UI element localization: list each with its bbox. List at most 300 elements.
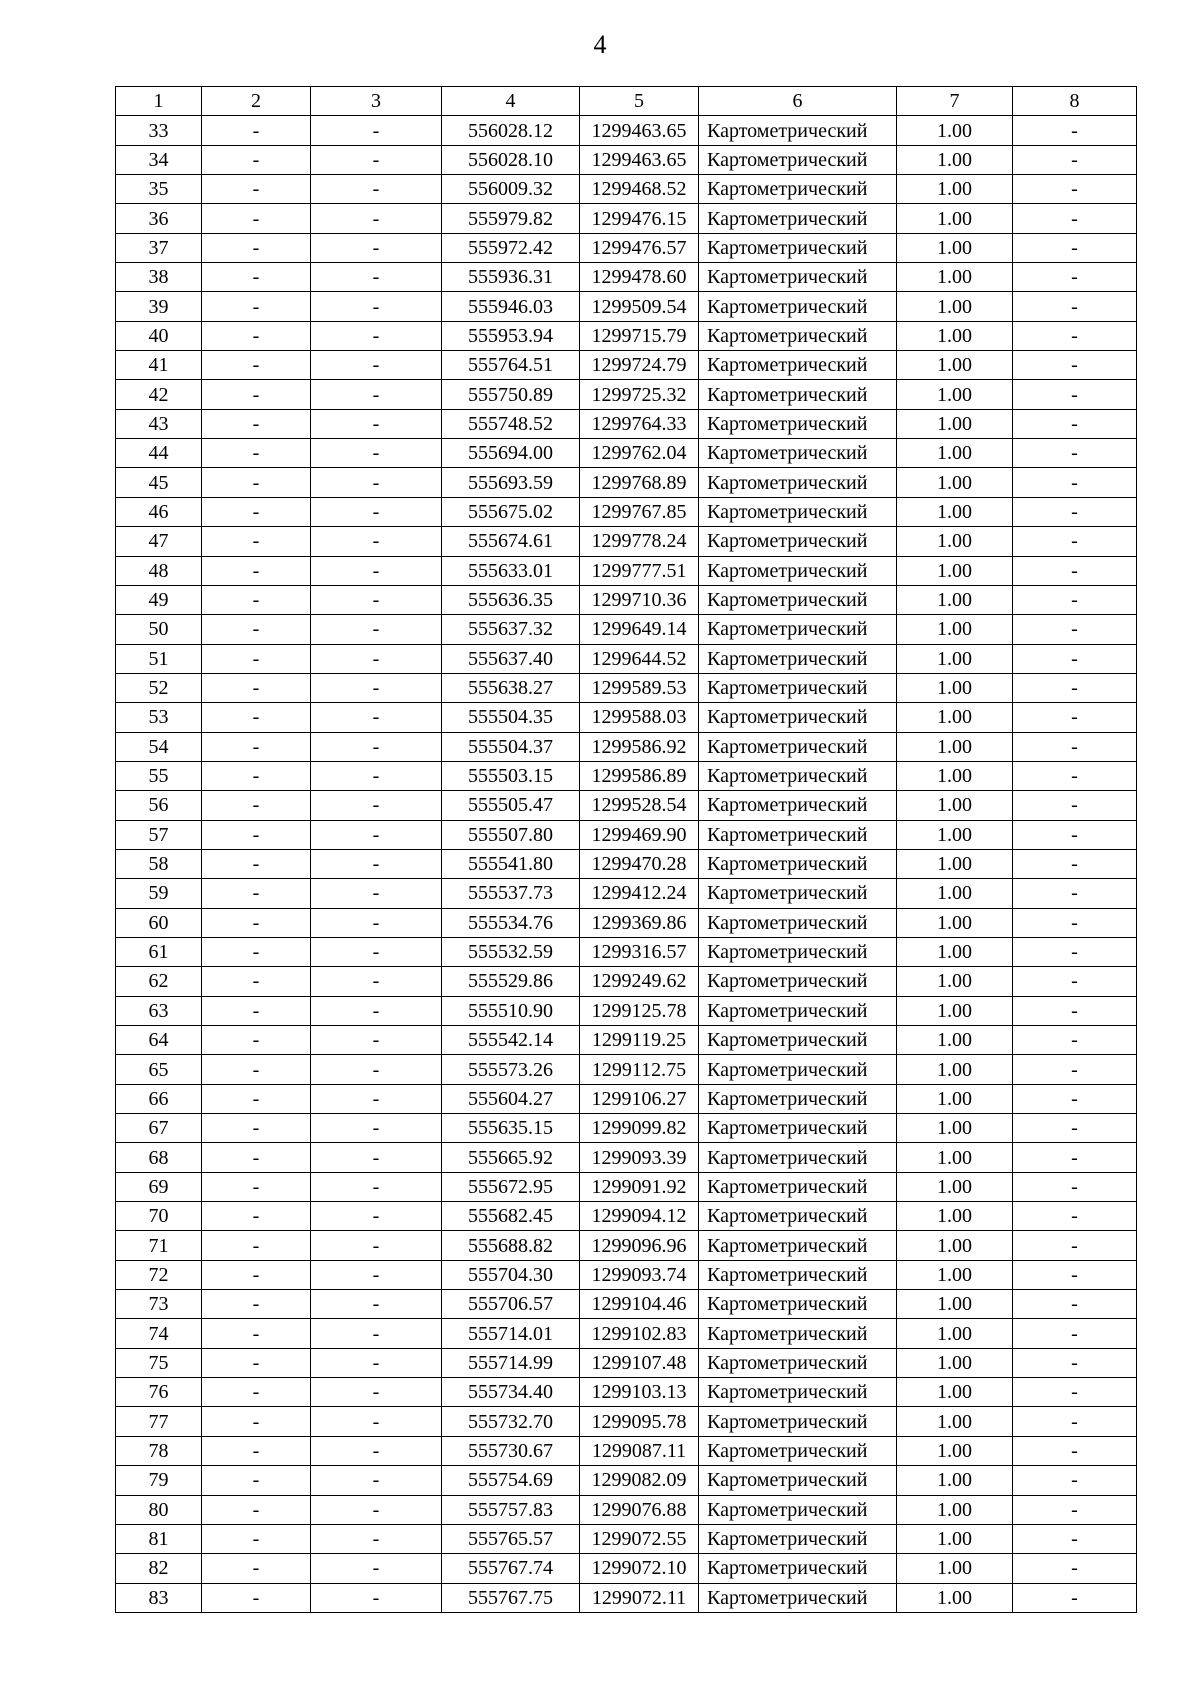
cell-col-2: - xyxy=(202,1055,311,1084)
cell-y-coordinate: 1299107.48 xyxy=(580,1348,699,1377)
cell-col-8: - xyxy=(1013,1583,1137,1612)
cell-y-coordinate: 1299125.78 xyxy=(580,996,699,1025)
cell-col-2: - xyxy=(202,233,311,262)
cell-col-2: - xyxy=(202,1495,311,1524)
column-header-4: 4 xyxy=(442,87,580,116)
cell-col-8: - xyxy=(1013,1495,1137,1524)
cell-col-8: - xyxy=(1013,380,1137,409)
cell-method: Картометрический xyxy=(699,791,897,820)
cell-x-coordinate: 555734.40 xyxy=(442,1378,580,1407)
cell-col-8: - xyxy=(1013,1378,1137,1407)
cell-col-2: - xyxy=(202,116,311,145)
cell-col-8: - xyxy=(1013,1084,1137,1113)
cell-method: Картометрический xyxy=(699,1290,897,1319)
cell-col-2: - xyxy=(202,527,311,556)
cell-x-coordinate: 555635.15 xyxy=(442,1114,580,1143)
cell-x-coordinate: 555764.51 xyxy=(442,351,580,380)
cell-col-2: - xyxy=(202,615,311,644)
cell-col-8: - xyxy=(1013,1231,1137,1260)
table-row xyxy=(116,761,1137,790)
cell-point-number: 45 xyxy=(116,468,202,497)
cell-method: Картометрический xyxy=(699,351,897,380)
cell-col-8: - xyxy=(1013,175,1137,204)
cell-col-8: - xyxy=(1013,732,1137,761)
cell-col-8: - xyxy=(1013,1348,1137,1377)
cell-point-number: 83 xyxy=(116,1583,202,1612)
cell-col-3: - xyxy=(311,1026,442,1055)
cell-accuracy: 1.00 xyxy=(897,321,1013,350)
cell-accuracy: 1.00 xyxy=(897,673,1013,702)
cell-point-number: 67 xyxy=(116,1114,202,1143)
cell-method: Картометрический xyxy=(699,585,897,614)
cell-col-3: - xyxy=(311,1231,442,1260)
coordinates-table xyxy=(115,86,1137,1613)
cell-accuracy: 1.00 xyxy=(897,879,1013,908)
cell-y-coordinate: 1299112.75 xyxy=(580,1055,699,1084)
table-row xyxy=(116,1348,1137,1377)
cell-method: Картометрический xyxy=(699,1524,897,1553)
cell-accuracy: 1.00 xyxy=(897,820,1013,849)
cell-col-3: - xyxy=(311,996,442,1025)
cell-col-2: - xyxy=(202,996,311,1025)
cell-x-coordinate: 555953.94 xyxy=(442,321,580,350)
cell-point-number: 55 xyxy=(116,761,202,790)
cell-method: Картометрический xyxy=(699,1436,897,1465)
table-header xyxy=(116,87,1137,116)
table-row xyxy=(116,292,1137,321)
cell-method: Картометрический xyxy=(699,1172,897,1201)
cell-y-coordinate: 1299469.90 xyxy=(580,820,699,849)
cell-y-coordinate: 1299762.04 xyxy=(580,439,699,468)
cell-col-3: - xyxy=(311,409,442,438)
cell-col-3: - xyxy=(311,849,442,878)
cell-col-3: - xyxy=(311,1202,442,1231)
cell-col-2: - xyxy=(202,1319,311,1348)
cell-x-coordinate: 555541.80 xyxy=(442,849,580,878)
cell-col-3: - xyxy=(311,292,442,321)
cell-y-coordinate: 1299715.79 xyxy=(580,321,699,350)
cell-point-number: 57 xyxy=(116,820,202,849)
cell-x-coordinate: 555529.86 xyxy=(442,967,580,996)
cell-col-8: - xyxy=(1013,1026,1137,1055)
cell-col-2: - xyxy=(202,497,311,526)
cell-point-number: 59 xyxy=(116,879,202,908)
table-row xyxy=(116,849,1137,878)
cell-col-2: - xyxy=(202,556,311,585)
cell-point-number: 50 xyxy=(116,615,202,644)
cell-accuracy: 1.00 xyxy=(897,703,1013,732)
column-header-6: 6 xyxy=(699,87,897,116)
cell-method: Картометрический xyxy=(699,673,897,702)
table-row xyxy=(116,1260,1137,1289)
cell-x-coordinate: 555636.35 xyxy=(442,585,580,614)
cell-point-number: 39 xyxy=(116,292,202,321)
table-row xyxy=(116,497,1137,526)
table-row xyxy=(116,145,1137,174)
cell-point-number: 70 xyxy=(116,1202,202,1231)
cell-col-2: - xyxy=(202,409,311,438)
cell-accuracy: 1.00 xyxy=(897,175,1013,204)
table-row xyxy=(116,1378,1137,1407)
cell-method: Картометрический xyxy=(699,615,897,644)
cell-x-coordinate: 555604.27 xyxy=(442,1084,580,1113)
table-row xyxy=(116,585,1137,614)
table-row xyxy=(116,908,1137,937)
cell-x-coordinate: 555748.52 xyxy=(442,409,580,438)
cell-point-number: 77 xyxy=(116,1407,202,1436)
cell-method: Картометрический xyxy=(699,1084,897,1113)
cell-col-2: - xyxy=(202,585,311,614)
cell-method: Картометрический xyxy=(699,908,897,937)
cell-point-number: 80 xyxy=(116,1495,202,1524)
cell-col-2: - xyxy=(202,1143,311,1172)
cell-y-coordinate: 1299767.85 xyxy=(580,497,699,526)
cell-col-3: - xyxy=(311,820,442,849)
table-row xyxy=(116,1407,1137,1436)
cell-col-8: - xyxy=(1013,409,1137,438)
cell-accuracy: 1.00 xyxy=(897,1084,1013,1113)
table-row xyxy=(116,1231,1137,1260)
cell-y-coordinate: 1299724.79 xyxy=(580,351,699,380)
cell-y-coordinate: 1299478.60 xyxy=(580,263,699,292)
cell-col-2: - xyxy=(202,1348,311,1377)
cell-accuracy: 1.00 xyxy=(897,1260,1013,1289)
cell-point-number: 71 xyxy=(116,1231,202,1260)
cell-col-3: - xyxy=(311,351,442,380)
cell-col-3: - xyxy=(311,1466,442,1495)
cell-col-3: - xyxy=(311,1436,442,1465)
cell-accuracy: 1.00 xyxy=(897,204,1013,233)
cell-accuracy: 1.00 xyxy=(897,263,1013,292)
cell-col-8: - xyxy=(1013,615,1137,644)
cell-method: Картометрический xyxy=(699,732,897,761)
cell-accuracy: 1.00 xyxy=(897,1554,1013,1583)
table-row xyxy=(116,673,1137,702)
cell-col-8: - xyxy=(1013,497,1137,526)
cell-accuracy: 1.00 xyxy=(897,1436,1013,1465)
cell-accuracy: 1.00 xyxy=(897,1290,1013,1319)
cell-point-number: 56 xyxy=(116,791,202,820)
cell-col-3: - xyxy=(311,1172,442,1201)
table-row xyxy=(116,615,1137,644)
cell-x-coordinate: 555732.70 xyxy=(442,1407,580,1436)
column-header-2: 2 xyxy=(202,87,311,116)
cell-y-coordinate: 1299470.28 xyxy=(580,849,699,878)
cell-x-coordinate: 555757.83 xyxy=(442,1495,580,1524)
cell-col-8: - xyxy=(1013,703,1137,732)
column-header-8: 8 xyxy=(1013,87,1137,116)
cell-col-8: - xyxy=(1013,820,1137,849)
cell-col-8: - xyxy=(1013,1260,1137,1289)
cell-y-coordinate: 1299094.12 xyxy=(580,1202,699,1231)
cell-x-coordinate: 555754.69 xyxy=(442,1466,580,1495)
cell-y-coordinate: 1299072.10 xyxy=(580,1554,699,1583)
cell-method: Картометрический xyxy=(699,703,897,732)
cell-accuracy: 1.00 xyxy=(897,585,1013,614)
cell-x-coordinate: 555765.57 xyxy=(442,1524,580,1553)
cell-x-coordinate: 555936.31 xyxy=(442,263,580,292)
cell-point-number: 43 xyxy=(116,409,202,438)
cell-accuracy: 1.00 xyxy=(897,1026,1013,1055)
cell-col-3: - xyxy=(311,380,442,409)
cell-accuracy: 1.00 xyxy=(897,967,1013,996)
cell-method: Картометрический xyxy=(699,849,897,878)
cell-y-coordinate: 1299589.53 xyxy=(580,673,699,702)
cell-method: Картометрический xyxy=(699,321,897,350)
cell-y-coordinate: 1299369.86 xyxy=(580,908,699,937)
cell-point-number: 75 xyxy=(116,1348,202,1377)
cell-x-coordinate: 555504.37 xyxy=(442,732,580,761)
cell-col-3: - xyxy=(311,644,442,673)
table-row xyxy=(116,321,1137,350)
table-row xyxy=(116,879,1137,908)
cell-y-coordinate: 1299072.11 xyxy=(580,1583,699,1612)
cell-point-number: 46 xyxy=(116,497,202,526)
cell-col-2: - xyxy=(202,321,311,350)
table-row xyxy=(116,1290,1137,1319)
cell-method: Картометрический xyxy=(699,1407,897,1436)
cell-x-coordinate: 555665.92 xyxy=(442,1143,580,1172)
cell-accuracy: 1.00 xyxy=(897,1378,1013,1407)
cell-col-2: - xyxy=(202,439,311,468)
cell-col-3: - xyxy=(311,1319,442,1348)
cell-col-8: - xyxy=(1013,1114,1137,1143)
cell-point-number: 41 xyxy=(116,351,202,380)
cell-accuracy: 1.00 xyxy=(897,1583,1013,1612)
column-header-1: 1 xyxy=(116,87,202,116)
cell-accuracy: 1.00 xyxy=(897,1114,1013,1143)
cell-col-8: - xyxy=(1013,1319,1137,1348)
cell-accuracy: 1.00 xyxy=(897,644,1013,673)
cell-method: Картометрический xyxy=(699,1260,897,1289)
cell-method: Картометрический xyxy=(699,644,897,673)
table-row xyxy=(116,1436,1137,1465)
cell-y-coordinate: 1299095.78 xyxy=(580,1407,699,1436)
cell-x-coordinate: 555573.26 xyxy=(442,1055,580,1084)
cell-x-coordinate: 555675.02 xyxy=(442,497,580,526)
cell-y-coordinate: 1299096.96 xyxy=(580,1231,699,1260)
cell-col-8: - xyxy=(1013,1290,1137,1319)
cell-point-number: 42 xyxy=(116,380,202,409)
cell-col-2: - xyxy=(202,1524,311,1553)
cell-col-2: - xyxy=(202,879,311,908)
cell-y-coordinate: 1299099.82 xyxy=(580,1114,699,1143)
cell-col-8: - xyxy=(1013,761,1137,790)
cell-method: Картометрический xyxy=(699,1554,897,1583)
cell-col-8: - xyxy=(1013,996,1137,1025)
cell-point-number: 64 xyxy=(116,1026,202,1055)
table-row xyxy=(116,996,1137,1025)
cell-col-2: - xyxy=(202,1378,311,1407)
cell-col-3: - xyxy=(311,761,442,790)
cell-y-coordinate: 1299463.65 xyxy=(580,116,699,145)
table-row xyxy=(116,527,1137,556)
cell-col-8: - xyxy=(1013,468,1137,497)
cell-col-8: - xyxy=(1013,791,1137,820)
cell-point-number: 47 xyxy=(116,527,202,556)
cell-accuracy: 1.00 xyxy=(897,849,1013,878)
cell-col-3: - xyxy=(311,879,442,908)
cell-method: Картометрический xyxy=(699,409,897,438)
table-row xyxy=(116,1055,1137,1084)
cell-col-8: - xyxy=(1013,204,1137,233)
cell-col-2: - xyxy=(202,175,311,204)
cell-accuracy: 1.00 xyxy=(897,908,1013,937)
cell-accuracy: 1.00 xyxy=(897,1172,1013,1201)
cell-col-8: - xyxy=(1013,1436,1137,1465)
cell-col-2: - xyxy=(202,1202,311,1231)
cell-col-2: - xyxy=(202,849,311,878)
cell-col-2: - xyxy=(202,380,311,409)
table-row xyxy=(116,1172,1137,1201)
table-row xyxy=(116,116,1137,145)
cell-col-8: - xyxy=(1013,321,1137,350)
cell-col-3: - xyxy=(311,1260,442,1289)
table-row xyxy=(116,439,1137,468)
cell-x-coordinate: 555972.42 xyxy=(442,233,580,262)
table-row xyxy=(116,233,1137,262)
cell-y-coordinate: 1299476.57 xyxy=(580,233,699,262)
cell-col-2: - xyxy=(202,732,311,761)
cell-accuracy: 1.00 xyxy=(897,1466,1013,1495)
cell-col-3: - xyxy=(311,1583,442,1612)
cell-col-8: - xyxy=(1013,145,1137,174)
cell-method: Картометрический xyxy=(699,879,897,908)
cell-col-2: - xyxy=(202,703,311,732)
cell-accuracy: 1.00 xyxy=(897,116,1013,145)
cell-accuracy: 1.00 xyxy=(897,1348,1013,1377)
cell-method: Картометрический xyxy=(699,292,897,321)
cell-method: Картометрический xyxy=(699,468,897,497)
cell-col-8: - xyxy=(1013,1143,1137,1172)
cell-method: Картометрический xyxy=(699,967,897,996)
cell-col-2: - xyxy=(202,1260,311,1289)
table-row xyxy=(116,1143,1137,1172)
cell-x-coordinate: 555534.76 xyxy=(442,908,580,937)
table-row xyxy=(116,967,1137,996)
cell-y-coordinate: 1299104.46 xyxy=(580,1290,699,1319)
cell-x-coordinate: 555767.75 xyxy=(442,1583,580,1612)
cell-x-coordinate: 555714.01 xyxy=(442,1319,580,1348)
cell-point-number: 74 xyxy=(116,1319,202,1348)
cell-method: Картометрический xyxy=(699,937,897,966)
cell-accuracy: 1.00 xyxy=(897,497,1013,526)
cell-y-coordinate: 1299076.88 xyxy=(580,1495,699,1524)
cell-accuracy: 1.00 xyxy=(897,732,1013,761)
cell-col-2: - xyxy=(202,644,311,673)
cell-x-coordinate: 555946.03 xyxy=(442,292,580,321)
cell-col-3: - xyxy=(311,116,442,145)
cell-point-number: 62 xyxy=(116,967,202,996)
cell-col-3: - xyxy=(311,439,442,468)
cell-col-2: - xyxy=(202,292,311,321)
cell-method: Картометрический xyxy=(699,1026,897,1055)
cell-x-coordinate: 555693.59 xyxy=(442,468,580,497)
cell-y-coordinate: 1299588.03 xyxy=(580,703,699,732)
cell-x-coordinate: 555672.95 xyxy=(442,1172,580,1201)
cell-col-2: - xyxy=(202,1466,311,1495)
cell-x-coordinate: 555507.80 xyxy=(442,820,580,849)
cell-col-8: - xyxy=(1013,908,1137,937)
table-row xyxy=(116,732,1137,761)
cell-col-3: - xyxy=(311,175,442,204)
cell-accuracy: 1.00 xyxy=(897,1143,1013,1172)
cell-accuracy: 1.00 xyxy=(897,145,1013,174)
cell-method: Картометрический xyxy=(699,1466,897,1495)
cell-method: Картометрический xyxy=(699,175,897,204)
cell-accuracy: 1.00 xyxy=(897,791,1013,820)
cell-y-coordinate: 1299725.32 xyxy=(580,380,699,409)
cell-method: Картометрический xyxy=(699,1583,897,1612)
cell-y-coordinate: 1299463.65 xyxy=(580,145,699,174)
cell-col-3: - xyxy=(311,673,442,702)
cell-point-number: 63 xyxy=(116,996,202,1025)
cell-y-coordinate: 1299777.51 xyxy=(580,556,699,585)
cell-col-2: - xyxy=(202,937,311,966)
table-row xyxy=(116,1524,1137,1553)
cell-col-3: - xyxy=(311,263,442,292)
cell-col-8: - xyxy=(1013,351,1137,380)
cell-point-number: 76 xyxy=(116,1378,202,1407)
cell-accuracy: 1.00 xyxy=(897,996,1013,1025)
table-row xyxy=(116,820,1137,849)
cell-col-2: - xyxy=(202,1172,311,1201)
cell-col-2: - xyxy=(202,791,311,820)
cell-method: Картометрический xyxy=(699,996,897,1025)
cell-col-8: - xyxy=(1013,1055,1137,1084)
table-row xyxy=(116,937,1137,966)
cell-col-8: - xyxy=(1013,585,1137,614)
cell-accuracy: 1.00 xyxy=(897,1524,1013,1553)
cell-point-number: 78 xyxy=(116,1436,202,1465)
cell-method: Картометрический xyxy=(699,204,897,233)
cell-point-number: 69 xyxy=(116,1172,202,1201)
cell-accuracy: 1.00 xyxy=(897,468,1013,497)
cell-col-2: - xyxy=(202,1436,311,1465)
cell-y-coordinate: 1299649.14 xyxy=(580,615,699,644)
cell-accuracy: 1.00 xyxy=(897,1407,1013,1436)
cell-col-3: - xyxy=(311,1114,442,1143)
cell-col-2: - xyxy=(202,1583,311,1612)
cell-col-2: - xyxy=(202,351,311,380)
cell-point-number: 72 xyxy=(116,1260,202,1289)
table-row xyxy=(116,1495,1137,1524)
cell-col-3: - xyxy=(311,1407,442,1436)
cell-accuracy: 1.00 xyxy=(897,1231,1013,1260)
cell-x-coordinate: 555706.57 xyxy=(442,1290,580,1319)
cell-x-coordinate: 555714.99 xyxy=(442,1348,580,1377)
table-row xyxy=(116,1026,1137,1055)
cell-x-coordinate: 556028.12 xyxy=(442,116,580,145)
cell-x-coordinate: 555767.74 xyxy=(442,1554,580,1583)
table-row xyxy=(116,1583,1137,1612)
cell-col-3: - xyxy=(311,145,442,174)
cell-col-2: - xyxy=(202,204,311,233)
cell-accuracy: 1.00 xyxy=(897,1055,1013,1084)
cell-col-3: - xyxy=(311,321,442,350)
cell-accuracy: 1.00 xyxy=(897,937,1013,966)
cell-point-number: 60 xyxy=(116,908,202,937)
cell-col-2: - xyxy=(202,761,311,790)
cell-y-coordinate: 1299072.55 xyxy=(580,1524,699,1553)
page-number: 4 xyxy=(593,30,607,59)
cell-point-number: 68 xyxy=(116,1143,202,1172)
table-row xyxy=(116,1466,1137,1495)
cell-x-coordinate: 555979.82 xyxy=(442,204,580,233)
cell-col-3: - xyxy=(311,908,442,937)
cell-col-2: - xyxy=(202,673,311,702)
table-body xyxy=(116,116,1137,1613)
